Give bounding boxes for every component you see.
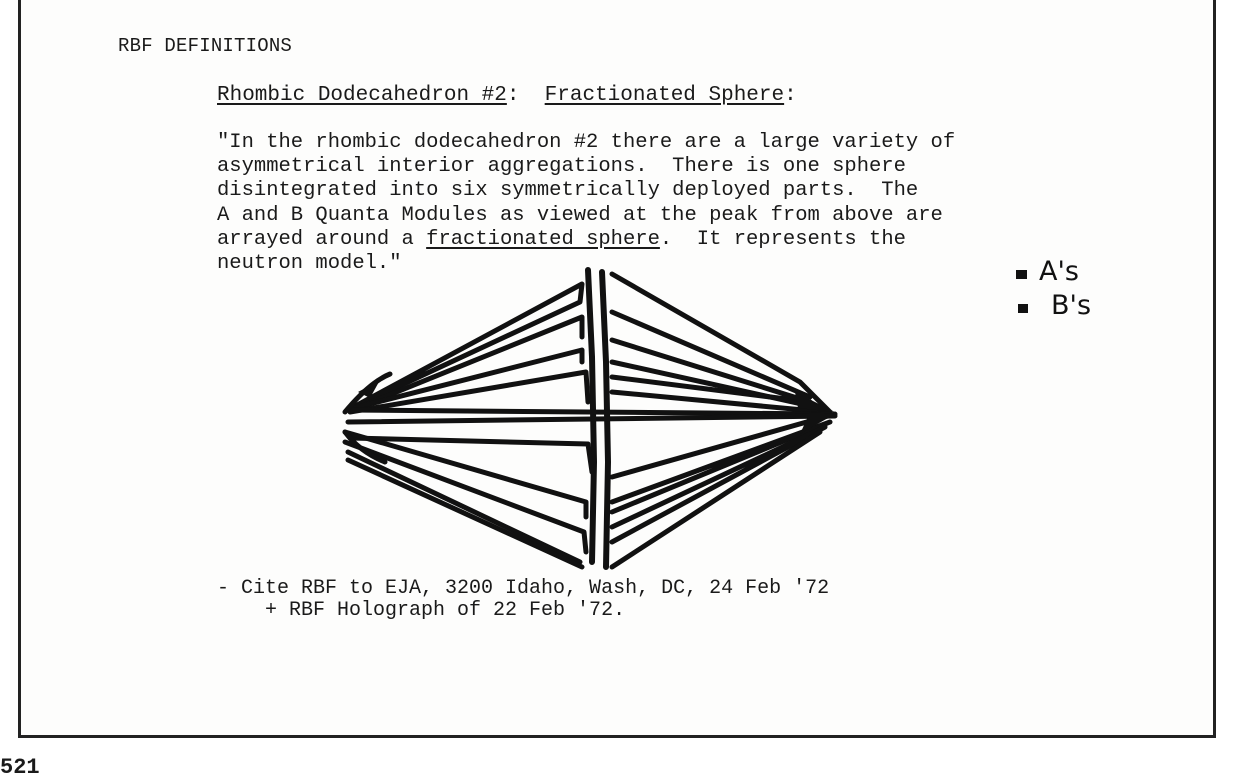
legend-b-label: B's (1051, 290, 1092, 321)
hand-legend (1015, 258, 1125, 328)
legend-b-marker-icon (1017, 302, 1031, 316)
quote-line-6: neutron model." (217, 252, 402, 276)
legend-a-marker-icon (1015, 268, 1029, 282)
citation-line-1: - Cite RBF to EJA, 3200 Idaho, Wash, DC, 24 Feb '72 (217, 577, 830, 600)
quote-line-5: arrayed around a (217, 227, 427, 251)
definition-quote (217, 131, 1097, 276)
quote-line-2: asymmetrical interior aggregations. There is one sphere (217, 155, 906, 179)
quote-line-1: "In the rhombic dodecahedron #2 there are a large variety of (217, 131, 956, 154)
citation (217, 578, 829, 622)
quote-line-4: A and B Quanta Modules as viewed at the peak from above are (217, 203, 943, 227)
citation-line-2: + RBF Holograph of 22 Feb '72. (217, 599, 626, 622)
heading-colon: : (784, 84, 797, 107)
entry-heading (217, 84, 797, 107)
fractionated-sphere-sketch (330, 262, 850, 577)
heading-separator: : (506, 84, 545, 107)
page-number: 521 (0, 755, 40, 775)
quote-line-5-end: . It represents the (659, 227, 906, 251)
legend-a-label: A's (1039, 256, 1079, 287)
quote-line-3: disintegrated into six symmetrically deployed parts. The (217, 179, 919, 203)
quote-underlined-term: fractionated sphere (426, 227, 660, 251)
section-title: RBF DEFINITIONS (118, 35, 293, 57)
heading-term: Rhombic Dodecahedron #2 (217, 84, 507, 107)
heading-subterm: Fractionated Sphere (544, 84, 785, 107)
